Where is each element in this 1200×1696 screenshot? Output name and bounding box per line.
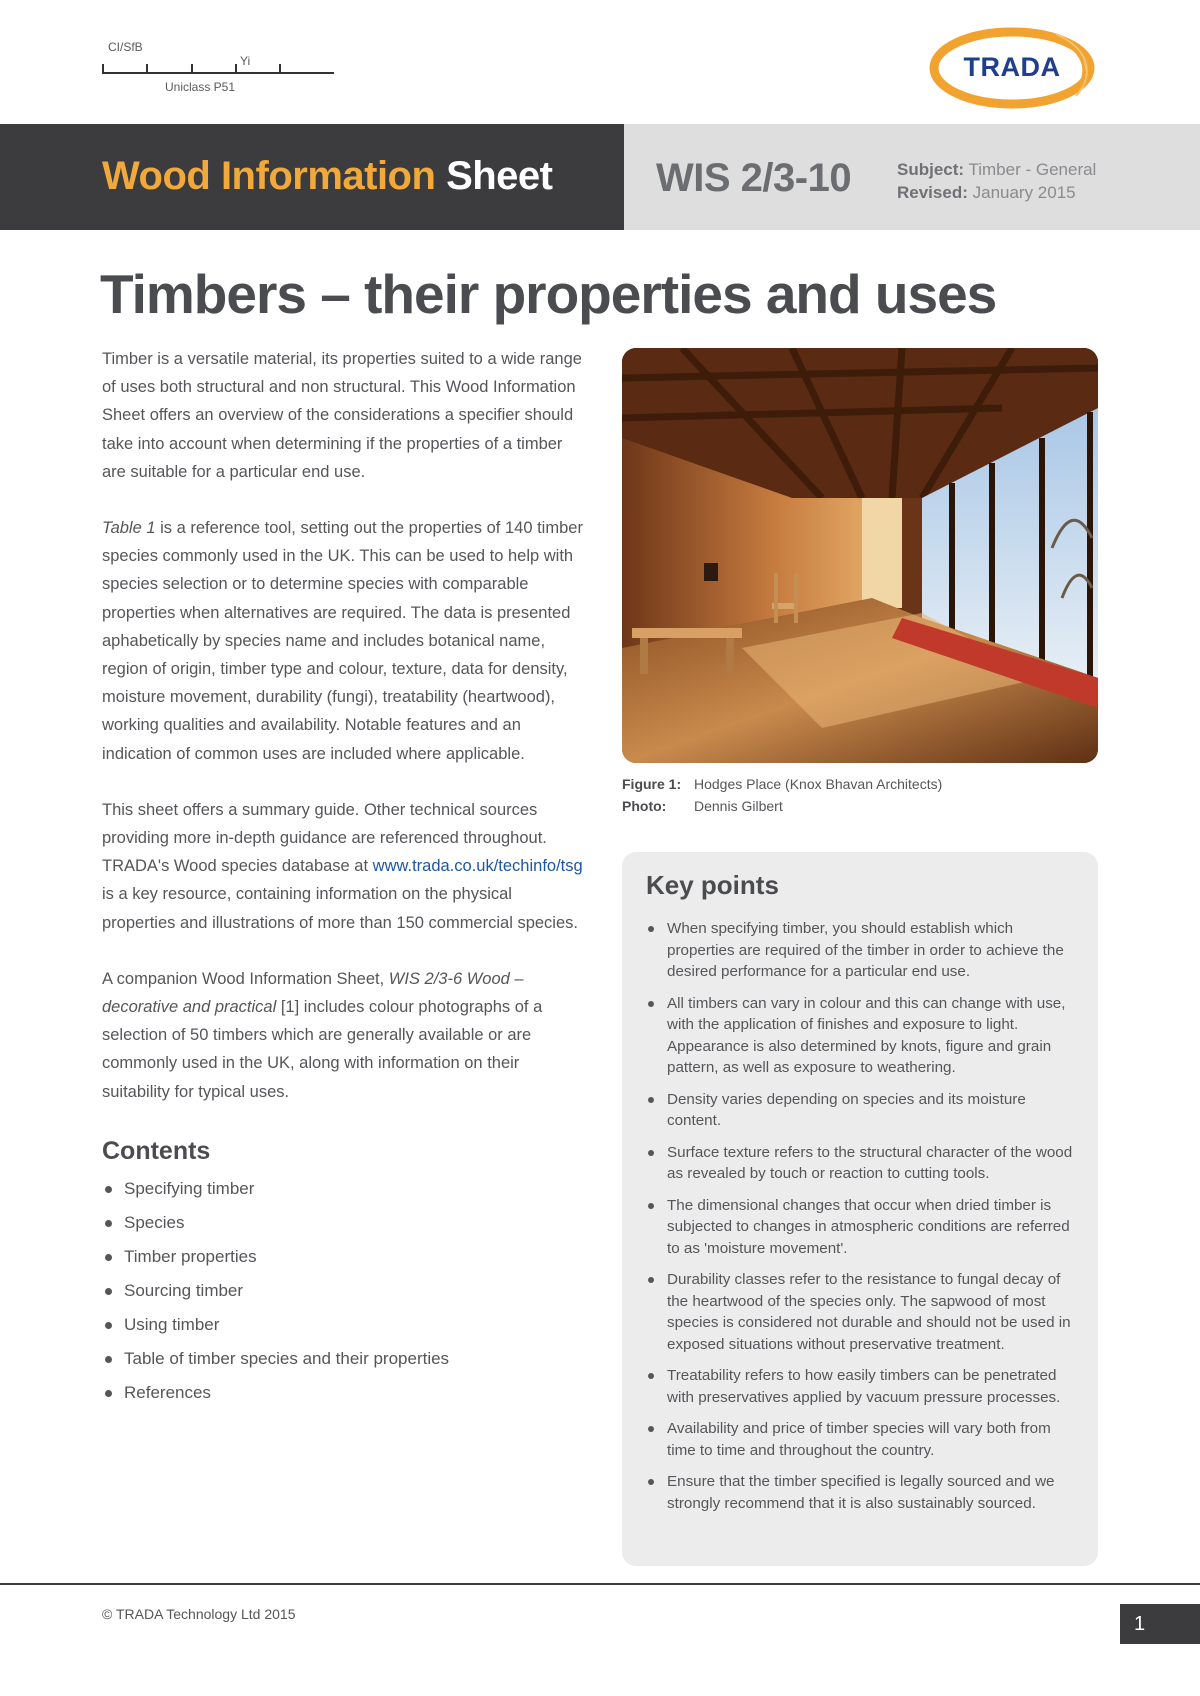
sources-text-end: is a key resource, containing information on the physical properties and illustrations of more than 150 commercial species. <box>102 885 578 932</box>
key-point-item: Density varies depending on species and its moisture content. <box>646 1089 1076 1132</box>
contents-item: Using timber <box>102 1308 588 1342</box>
key-point-item: Surface texture refers to the structural character of the wood as revealed by touch or reaction to cutting tools. <box>646 1142 1076 1185</box>
ruler-tick <box>146 64 148 74</box>
tsg-link[interactable]: www.trada.co.uk/techinfo/tsg <box>372 857 583 876</box>
uniclass-label: Uniclass P51 <box>165 80 236 94</box>
companion-text: A companion Wood Information Sheet, <box>102 969 389 988</box>
table-ref: Table 1 <box>102 519 156 538</box>
revised-label: Revised: <box>897 183 968 202</box>
footer-rule <box>0 1583 1200 1585</box>
key-point-item: When specifying timber, you should establish which properties are required of the timber in order to achieve the desired performance for a particular end use. <box>646 918 1076 983</box>
ruler-tick <box>191 64 193 74</box>
subject-label: Subject: <box>897 160 965 179</box>
photo-label: Photo: <box>622 798 667 814</box>
classification-ruler <box>102 72 334 74</box>
contents-item: References <box>102 1376 588 1410</box>
revised-value: January 2015 <box>972 183 1076 202</box>
logo-text: TRADA <box>963 52 1061 82</box>
revised-line <box>897 183 1076 203</box>
key-point-item: Treatability refers to how easily timbers can be penetrated with preservatives applied by vacuum pressure processes. <box>646 1365 1076 1408</box>
sources-paragraph <box>102 796 588 937</box>
companion-paragraph <box>102 965 588 1106</box>
contents-item: Specifying timber <box>102 1172 588 1206</box>
figure-caption <box>622 776 942 792</box>
key-point-item: Durability classes refer to the resistance to fungal decay of the heartwood of the species only. The sapwood of most species is considered not durable and should not be used in exposed situations without preservative treatment. <box>646 1269 1076 1355</box>
body-column <box>102 345 588 1410</box>
page-title: Timbers – their properties and uses <box>100 263 997 325</box>
photo-credit <box>622 798 783 814</box>
contents-item: Table of timber species and their properties <box>102 1342 588 1376</box>
companion-text-end: [1] includes colour photographs of a selection of 50 timbers which are generally available or are commonly used in the UK, along with information on their suitability for typical uses. <box>102 998 543 1101</box>
photo-credit-text: Dennis Gilbert <box>694 798 783 814</box>
contents-item: Species <box>102 1206 588 1240</box>
ruler-tick <box>279 64 281 74</box>
key-point-item: All timbers can vary in colour and this can change with use, with the application of finishes and exposure to light. Appearance is also determined by knots, figure and grain pattern, as well as exposure to weathering. <box>646 993 1076 1079</box>
sheet-title-accent: Wood Information <box>102 154 436 198</box>
wis-code: WIS 2/3-10 <box>656 156 852 200</box>
contents-list <box>102 1172 588 1410</box>
ruler-tick <box>102 64 104 74</box>
sources-text: This sheet offers a summary guide. Other technical sources providing more in-depth guidance are referenced throughout. TRADA's Wood species database at <box>102 800 547 876</box>
subject-value: Timber - General <box>968 160 1097 179</box>
figure-caption-text: Hodges Place (Knox Bhavan Architects) <box>694 776 943 792</box>
sheet-title <box>102 154 553 199</box>
figure-label: Figure 1: <box>622 776 682 792</box>
page-number: 1 <box>1120 1604 1200 1644</box>
companion-ref: WIS 2/3-6 Wood – decorative and practical <box>102 969 524 1017</box>
key-points-heading: Key points <box>646 870 779 900</box>
table-paragraph <box>102 514 588 768</box>
yi-label: Yi <box>240 54 251 68</box>
contents-item: Timber properties <box>102 1240 588 1274</box>
copyright: © TRADA Technology Ltd 2015 <box>102 1606 296 1622</box>
intro-paragraph: Timber is a versatile material, its properties suited to a wide range of uses both structural and non structural. This Wood Information Sheet offers an overview of the considerations a specifier should take into account when determining if the properties of a timber are suitable for a particular end use. <box>102 350 582 481</box>
contents-item: Sourcing timber <box>102 1274 588 1308</box>
table-paragraph-text: is a reference tool, setting out the properties of 140 timber species commonly used in the UK. This can be used to help with species selection or to determine species with comparable properties when alternatives are required. The data is presented aphabetically by species name and includes botanical name, region of origin, timber type and colour, texture, data for density, moisture movement, durability (fungi), treatability (heartwood), working qualities and availability. Notable features and an indication of common uses are included where applicable. <box>102 519 583 763</box>
cisfb-label: CI/SfB <box>108 40 143 54</box>
ruler-tick <box>235 64 237 74</box>
key-points-list <box>646 918 1076 1524</box>
contents-heading: Contents <box>102 1136 211 1165</box>
sheet-title-rest: Sheet <box>446 154 553 198</box>
key-point-item: The dimensional changes that occur when dried timber is subjected to changes in atmospheric conditions are referred to as 'moisture movement'. <box>646 1195 1076 1260</box>
key-point-item: Availability and price of timber species will vary both from time to time and throughout the country. <box>646 1418 1076 1461</box>
key-point-item: Ensure that the timber specified is legally sourced and we strongly recommend that it is also sustainably sourced. <box>646 1471 1076 1514</box>
interior-photo <box>622 348 1098 763</box>
subject-line <box>897 160 1096 180</box>
